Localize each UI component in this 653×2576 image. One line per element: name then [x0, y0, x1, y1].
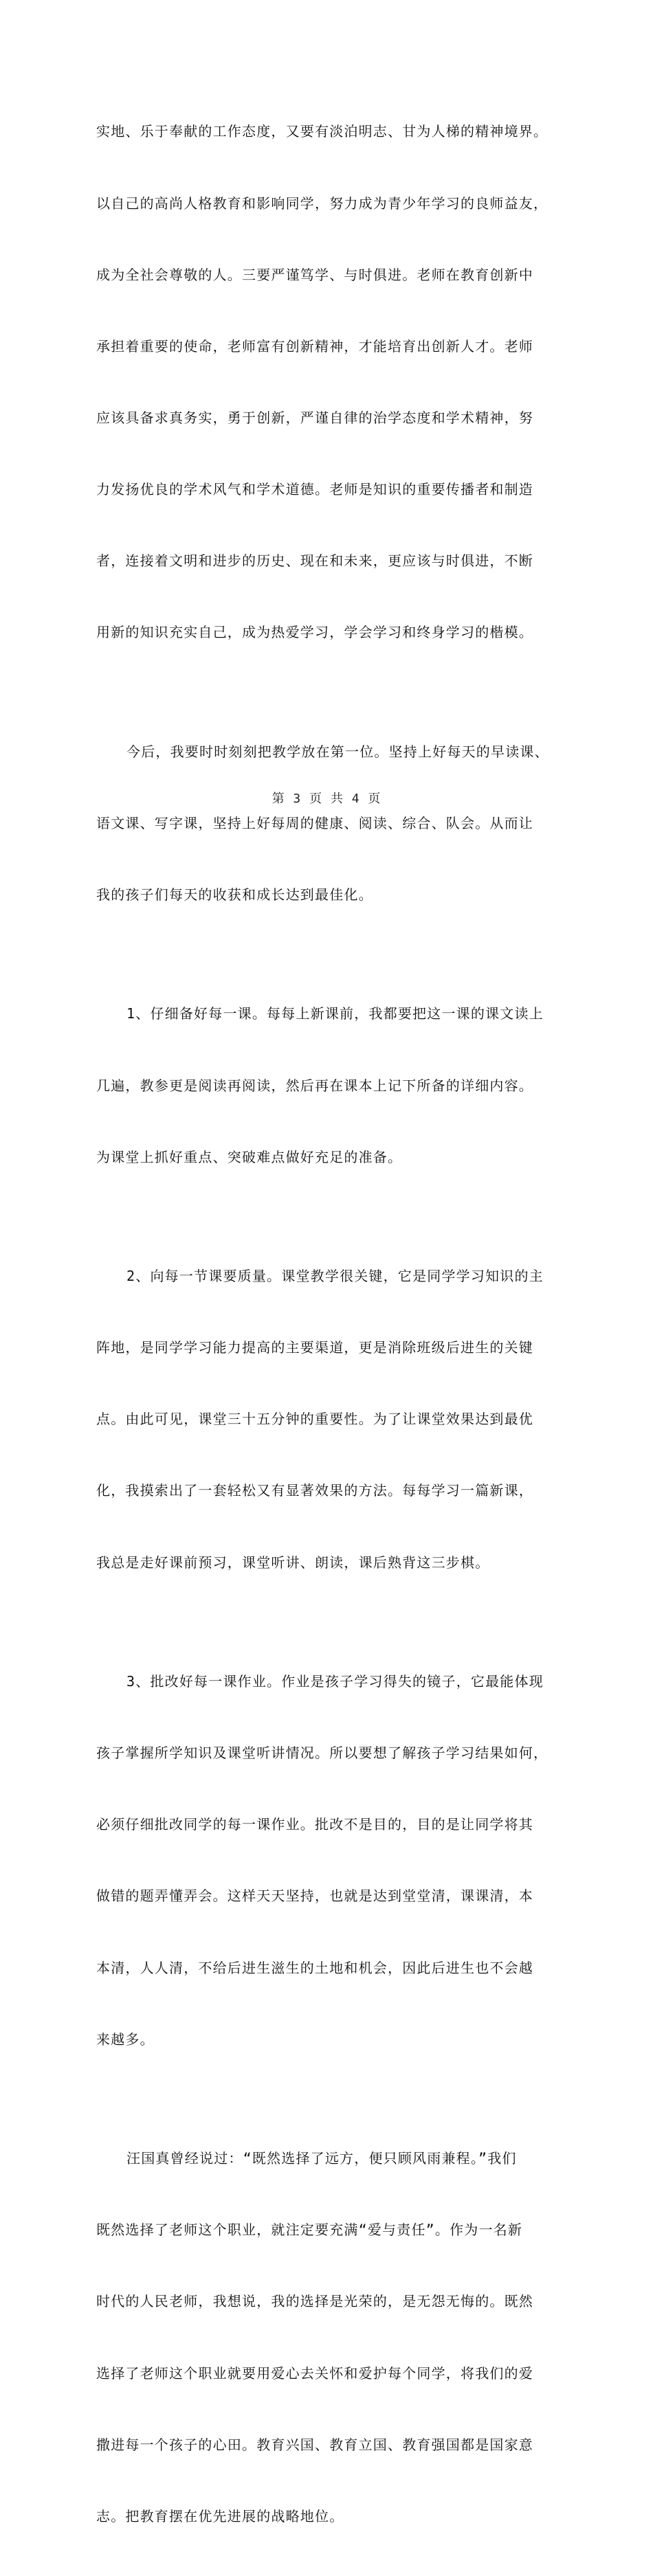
text-line: 化，我摸索出了一套轻松又有显著效果的方法。每每学习一篇新课，: [96, 1482, 533, 1499]
text-line: 2、向每一节课要质量。课堂教学很关键，它是同学学习知识的主: [126, 1268, 544, 1285]
paragraph-2: [96, 692, 564, 954]
text-line: 来越多。: [96, 2030, 155, 2048]
text-line: 为课堂上抓好重点、突破难点做好充足的准备。: [96, 1148, 403, 1165]
paragraph-1: [96, 72, 564, 692]
text-line: 点。由此可见，课堂三十五分钟的重要性。为了让课堂效果达到最优: [96, 1411, 533, 1428]
text-line: 选择了老师这个职业就要用爱心去关怀和爱护每个同学，将我们的爱: [96, 2364, 533, 2382]
text-line: 用新的知识充实自己，成为热爱学习，学会学习和终身学习的楷模。: [96, 624, 533, 641]
text-line: 语文课、写字课，坚持上好每周的健康、阅读、综合、队会。从而让: [96, 814, 533, 831]
text-line: 成为全社会尊敬的人。三要严谨笃学、与时俱进。老师在教育创新中: [96, 266, 533, 283]
page-number-footer: 第 3 页 共 4 页: [272, 792, 381, 806]
paragraph-5: [96, 1622, 564, 2099]
text-line: 本清，人人清，不给后进生滋生的土地和机会，因此后进生也不会越: [96, 1959, 533, 1976]
text-line: 我总是走好课前预习，课堂听讲、朗读，课后熟背这三步棋。: [96, 1554, 490, 1571]
text-line: 实地、乐于奉献的工作态度，又要有淡泊明志、甘为人梯的精神境界。: [96, 123, 549, 140]
text-line: 几遍，教参更是阅读再阅读，然后再在课本上记下所备的详细内容。: [96, 1077, 533, 1094]
text-line: 承担着重要的使命，老师富有创新精神，才能培育出创新人才。老师: [96, 337, 533, 355]
text-line: 做错的题弄懂弄会。这样天天坚持，也就是达到堂堂清，课课清，本: [96, 1888, 533, 1905]
text-line: 志。把教育摆在优先进展的战略地位。: [96, 2507, 344, 2524]
text-line: 阵地，是同学学习能力提高的主要渠道，更是消除班级后进生的关键: [96, 1339, 533, 1356]
text-line: 撒进每一个孩子的心田。教育兴国、教育立国、教育强国都是国家意: [96, 2436, 533, 2453]
paragraph-3: [96, 954, 564, 1217]
document-body: [96, 72, 564, 2576]
text-line: 1、仔细备好每一课。每每上新课前，我都要把这一课的课文读上: [126, 1005, 544, 1022]
text-line: 孩子掌握所学知识及课堂听讲情况。所以要想了解孩子学习结果如何，: [96, 1745, 549, 1762]
text-line: 应该具备求真务实，勇于创新，严谨自律的治学态度和学术精神，努: [96, 409, 533, 426]
text-line: 今后，我要时时刻刻把教学放在第一位。坚持上好每天的早读课、: [126, 743, 549, 760]
text-line: 我的孩子们每天的收获和成长达到最佳化。: [96, 886, 373, 903]
text-line: 时代的人民老师，我想说，我的选择是光荣的，是无怨无悔的。既然: [96, 2293, 533, 2310]
text-line: 3、批改好每一课作业。作业是孩子学习得失的镜子，它最能体现: [126, 1673, 544, 1690]
text-line: 者，连接着文明和进步的历史、现在和未来，更应该与时俱进，不断: [96, 552, 533, 570]
text-line: 力发扬优良的学术风气和学术道德。老师是知识的重要传播者和制造: [96, 480, 533, 497]
text-line: 既然选择了老师这个职业，就注定要充满“爱与责任”。作为一名新: [96, 2221, 523, 2239]
paragraph-4: [96, 1217, 564, 1622]
text-line: 以自己的高尚人格教育和影响同学，努力成为青少年学习的良师益友，: [96, 194, 549, 212]
text-line: 必须仔细批改同学的每一课作业。批改不是目的，目的是让同学将其: [96, 1816, 533, 1833]
paragraph-6: [96, 2099, 564, 2576]
text-line: 汪国真曾经说过：“既然选择了远方，便只顾风雨兼程。”我们: [126, 2150, 517, 2167]
